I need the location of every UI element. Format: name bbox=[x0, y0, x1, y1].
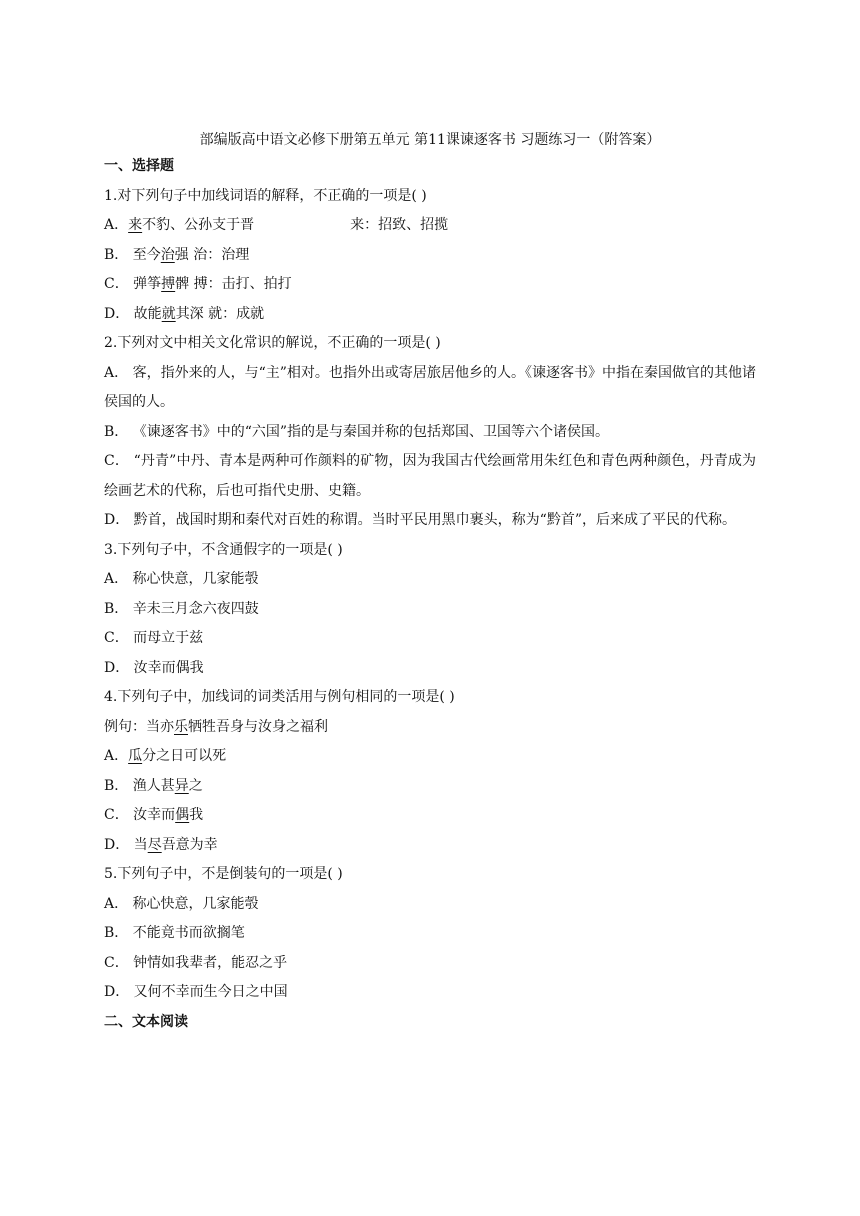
q1-d-rest: 其深 就：成就 bbox=[175, 305, 265, 322]
q3-option-d: D． 汝幸而偶我 bbox=[104, 659, 204, 676]
q4-option-a bbox=[104, 742, 756, 772]
q3-option-a: A． 称心快意，几家能彀 bbox=[104, 571, 259, 587]
q3-option-c: C． 而母立于兹 bbox=[104, 630, 204, 646]
q5-option-b: B． 不能竟书而欲搁笔 bbox=[104, 925, 245, 941]
q4-example bbox=[104, 713, 756, 743]
q2-stem: 2.下列对文中相关文化常识的解说，不正确的一项是( ) bbox=[104, 335, 441, 351]
q1-a-underlined: 来 bbox=[128, 217, 143, 233]
q4-example-prefix: 例句：当亦 bbox=[104, 718, 174, 735]
q5-stem: 5.下列句子中，不是倒装句的一项是( ) bbox=[104, 866, 343, 882]
q4-a-rest: 分之日可以死 bbox=[142, 748, 227, 764]
q4-option-c bbox=[104, 801, 756, 831]
q1-c-prefix: C． 弹筝 bbox=[104, 276, 162, 292]
q4-c-rest: 我 bbox=[189, 807, 204, 823]
q4-a-prefix: A． bbox=[104, 748, 129, 764]
q4-option-d bbox=[104, 831, 756, 861]
q2-option-c: C． “丹青”中丹、青本是两种可作颜料的矿物，因为我国古代绘画常用朱红色和青色两种颜色，丹青成为绘画艺术的代称，后也可指代史册、史籍。 bbox=[104, 453, 756, 499]
q4-c-underlined: 偶 bbox=[175, 807, 190, 823]
q1-option-b bbox=[104, 241, 756, 271]
q3-stem: 3.下列句子中，不含通假字的一项是( ) bbox=[104, 541, 343, 558]
q1-option-c bbox=[104, 270, 756, 300]
q4-example-underlined: 乐 bbox=[174, 718, 188, 735]
section-heading-reading: 二、文本阅读 bbox=[104, 1013, 188, 1030]
q1-option-a bbox=[104, 211, 756, 241]
q1-a-prefix: A． bbox=[104, 217, 129, 233]
q2-option-a: A． 客，指外来的人，与“主”相对。也指外出或寄居旅居他乡的人。《谏逐客书》中指在秦国做官的其他诸侯国的人。 bbox=[104, 364, 756, 410]
q4-example-rest: 牺牲吾身与汝身之福利 bbox=[188, 718, 328, 735]
q4-d-prefix: D． 当 bbox=[104, 836, 148, 853]
q4-b-underlined: 异 bbox=[174, 777, 189, 794]
q4-stem: 4.下列句子中，加线词的词类活用与例句相同的一项是( ) bbox=[104, 689, 455, 705]
q1-b-underlined: 治 bbox=[160, 246, 175, 263]
q1-b-prefix: B． 至今 bbox=[104, 246, 161, 263]
q2-option-b: B． 《谏逐客书》中的“六国”指的是与秦国并称的包括郑国、卫国等六个诸侯国。 bbox=[104, 423, 610, 440]
q3-option-b: B． 辛未三月念六夜四鼓 bbox=[104, 600, 259, 617]
q4-b-rest: 之 bbox=[188, 777, 203, 794]
q5-option-a: A． 称心快意，几家能彀 bbox=[104, 895, 259, 912]
q1-c-rest: 髀 搏：击打、拍打 bbox=[175, 276, 292, 292]
q1-b-rest: 强 治：治理 bbox=[174, 246, 250, 263]
q2-option-d: D． 黔首，战国时期和秦代对百姓的称谓。当时平民用黑巾裹头，称为“黔首”，后来成了平民的代称。 bbox=[104, 512, 736, 528]
q1-d-prefix: D． 故能 bbox=[104, 305, 162, 322]
q1-a-gloss: 来：招致、招揽 bbox=[350, 217, 449, 233]
q4-b-prefix: B． 渔人甚 bbox=[104, 777, 175, 794]
section-heading-choice: 一、选择题 bbox=[104, 158, 174, 174]
q4-d-underlined: 尽 bbox=[147, 836, 162, 853]
q4-d-rest: 吾意为幸 bbox=[161, 836, 218, 853]
q4-c-prefix: C． 汝幸而 bbox=[104, 807, 176, 823]
q1-c-underlined: 搏 bbox=[161, 276, 176, 292]
q5-option-c: C． 钟情如我辈者，能忍之乎 bbox=[104, 954, 288, 971]
q4-a-underlined: 瓜 bbox=[128, 748, 143, 764]
q4-option-b bbox=[104, 772, 756, 802]
document-title: 部编版高中语文必修下册第五单元 第11课谏逐客书 习题练习一（附答案） bbox=[199, 132, 661, 148]
q1-d-underlined: 就 bbox=[161, 305, 176, 322]
q5-option-d: D． 又何不幸而生今日之中国 bbox=[104, 984, 288, 1000]
q1-a-rest: 不豹、公孙支于晋 bbox=[142, 217, 255, 233]
q1-option-d bbox=[104, 300, 756, 330]
q1-stem: 1.对下列句子中加线词语的解释，不正确的一项是( ) bbox=[104, 187, 427, 204]
